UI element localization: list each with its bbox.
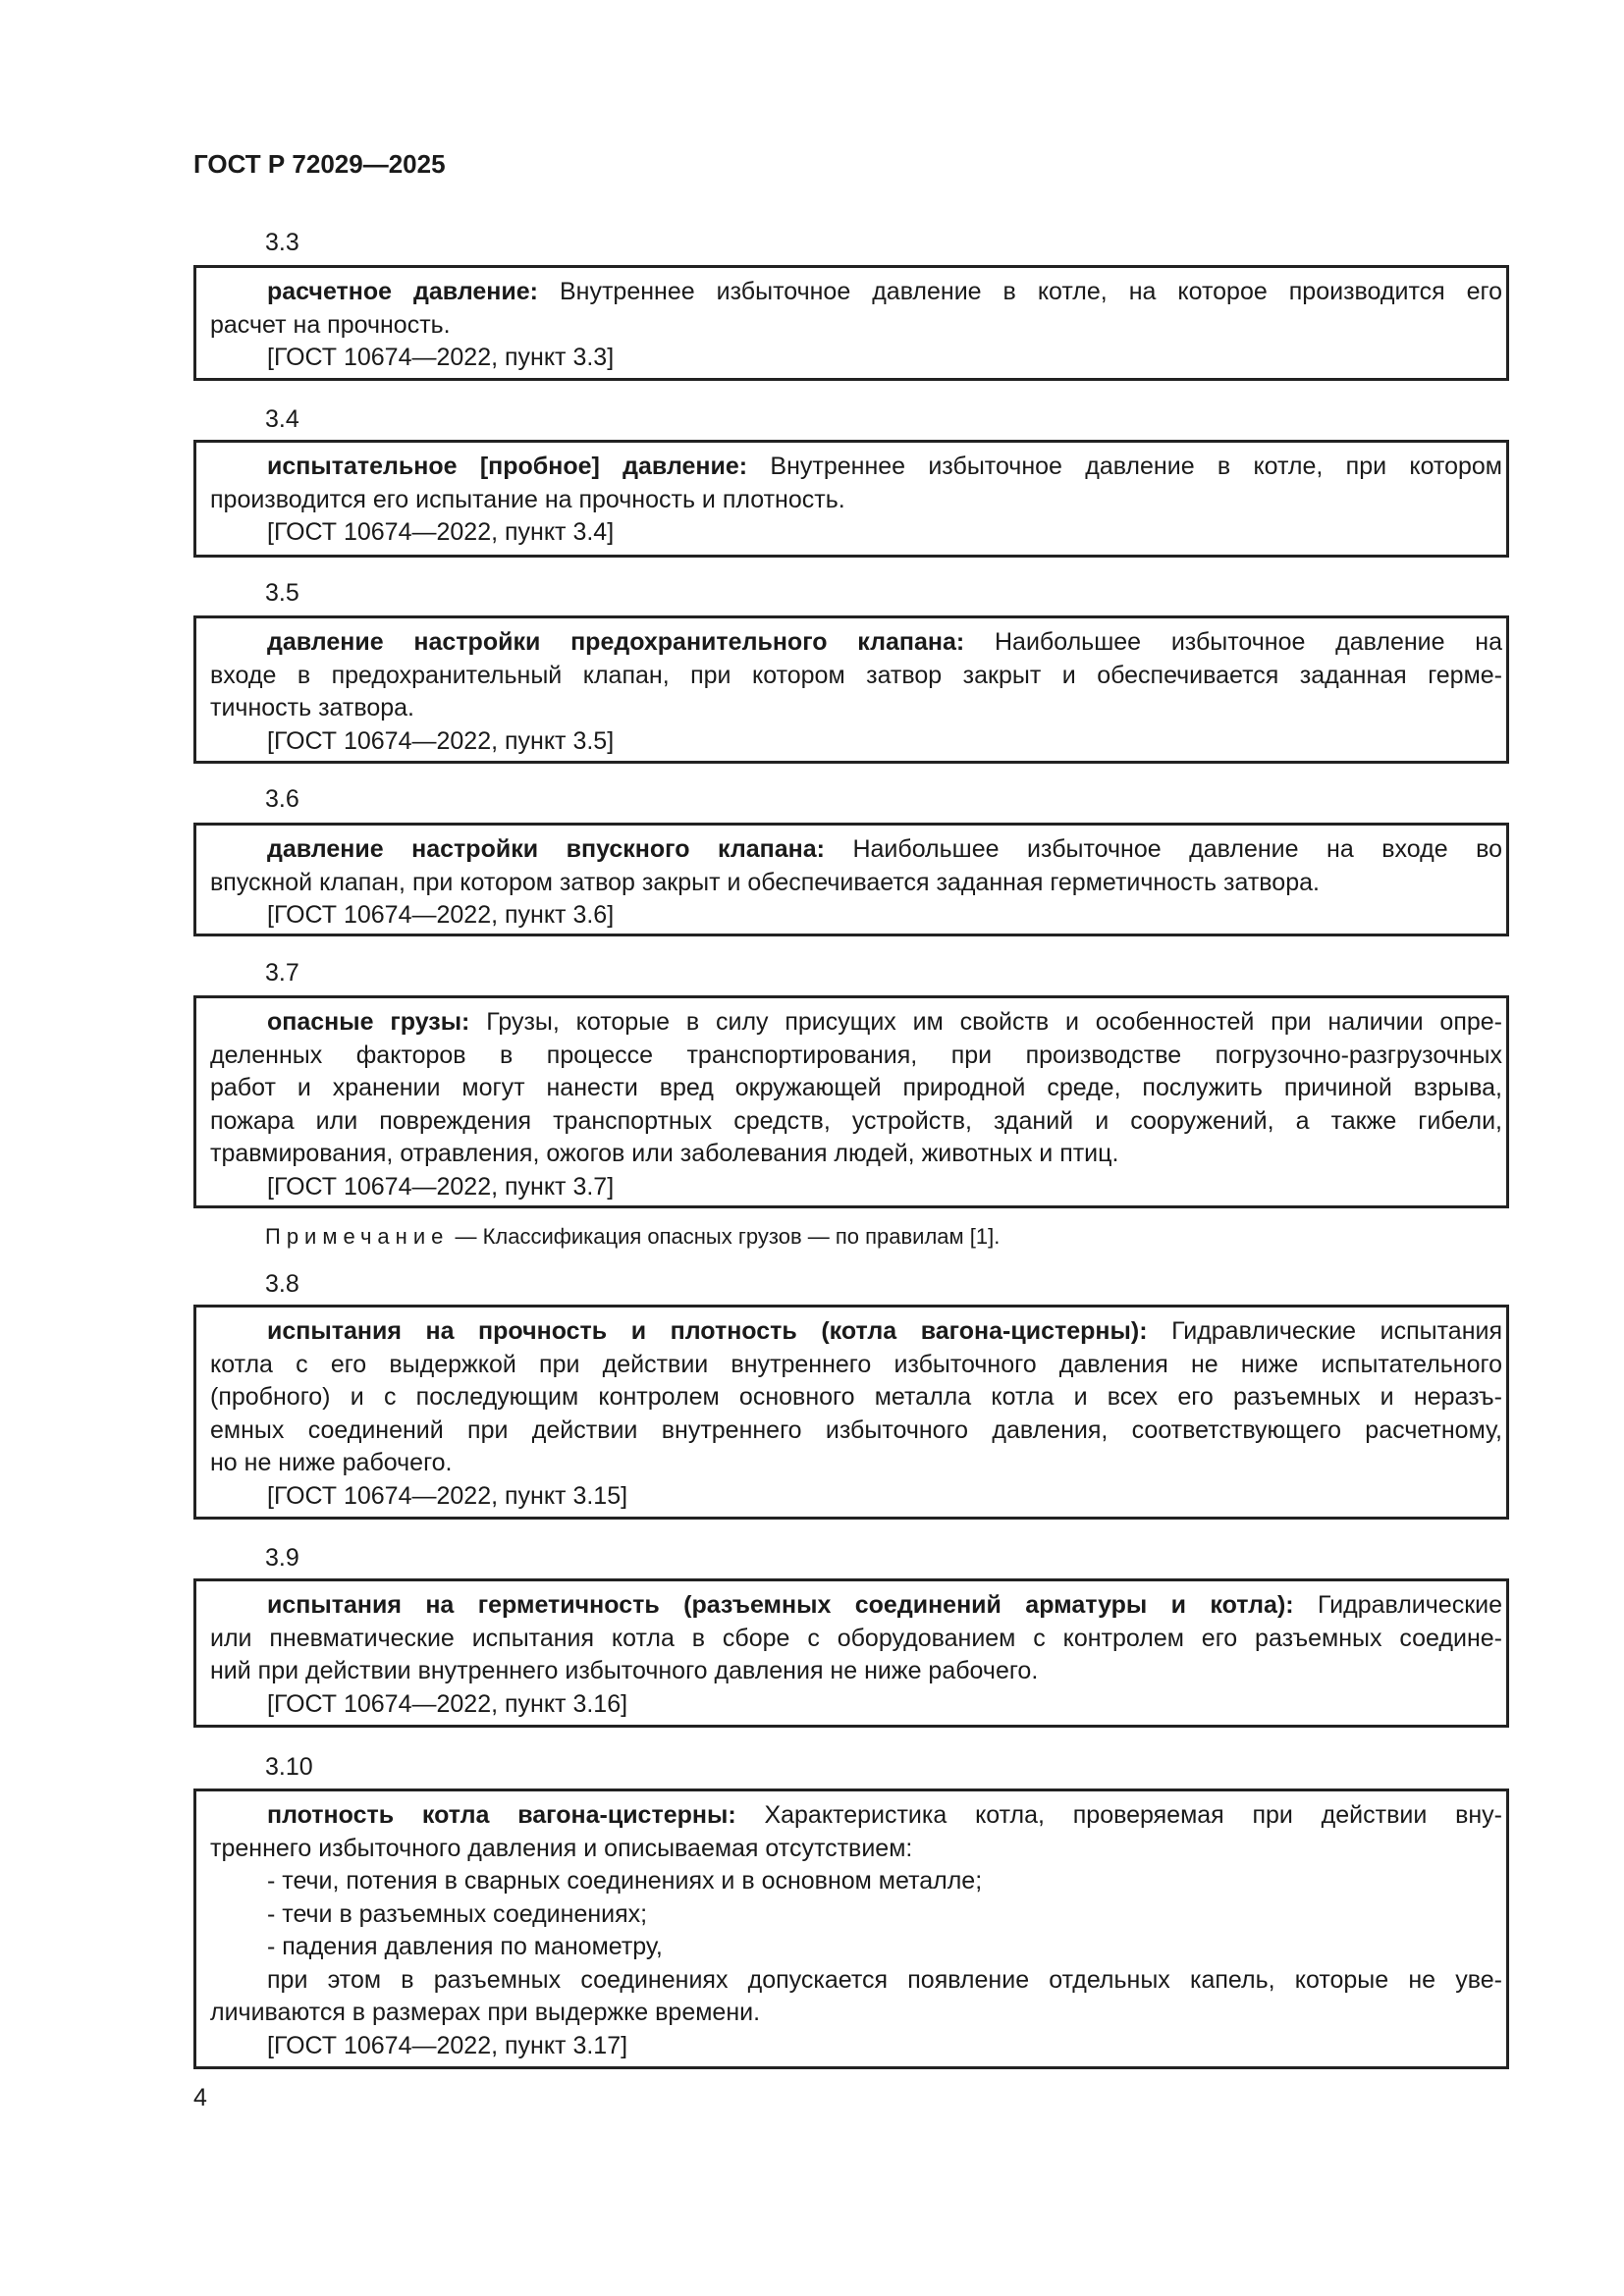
line-text: [ГОСТ 10674—2022, пункт 3.17] — [267, 2031, 628, 2059]
line-text: [ГОСТ 10674—2022, пункт 3.16] — [267, 1689, 628, 1718]
line-text: - падения давления по манометру, — [267, 1933, 663, 1960]
definition-box — [193, 265, 1509, 381]
term: давление настройки предохранительного клапана: — [267, 628, 965, 656]
term: испытательное [пробное] давление: — [267, 453, 748, 480]
line-text: впускной клапан, при котором затвор закрыт и обеспечивается заданная герметичность затвора. — [210, 868, 1320, 896]
line-text: Гидравлические — [1293, 1591, 1503, 1619]
definition-line — [210, 1138, 1502, 1171]
definition-line — [210, 276, 1502, 309]
definition-line — [210, 516, 1502, 550]
definition-line — [210, 1997, 1502, 2030]
line-text: емных соединений при действии внутреннего избыточного давления, соответствующего расчетному, — [210, 1415, 1502, 1444]
line-text: [ГОСТ 10674—2022, пункт 3.3] — [267, 344, 615, 371]
definition-box — [193, 440, 1509, 558]
definition-line — [210, 1655, 1502, 1688]
definition-line — [210, 1931, 1502, 1964]
note — [265, 1222, 1000, 1252]
definition-line — [210, 899, 1502, 933]
definition-line — [210, 1688, 1502, 1722]
line-text: Характеристика котла, проверяемая при действии вну- — [735, 1801, 1502, 1829]
line-text: Внутреннее избыточное давление в котле, на которое производится его — [538, 278, 1503, 305]
definition-line — [210, 1072, 1502, 1105]
line-text: [ГОСТ 10674—2022, пункт 3.6] — [267, 901, 615, 929]
definition-line — [210, 692, 1502, 725]
definition-line — [210, 342, 1502, 375]
definition-box — [193, 1578, 1509, 1728]
term-number: 3.5 — [265, 579, 299, 607]
definition-line — [210, 1105, 1502, 1139]
line-text: - течи, потения в сварных соединениях и в основном металле; — [267, 1867, 983, 1895]
definition-line — [210, 1623, 1502, 1656]
line-text: входе в предохранительный клапан, при котором затвор закрыт и обеспечивается заданная герме- — [210, 661, 1502, 689]
definition-line — [210, 451, 1502, 484]
definition-box — [193, 1789, 1509, 2069]
line-text: Внутреннее избыточное давление в котле, при котором — [747, 453, 1502, 480]
definition-line — [210, 1898, 1502, 1932]
line-text: (пробного) и с последующим контролем основного металла котла и всех его разъемных и неразъ- — [210, 1383, 1502, 1411]
definition-line — [210, 1415, 1502, 1448]
line-text: треннего избыточного давления и описываемая отсутствием: — [210, 1834, 913, 1862]
definition-box — [193, 1305, 1509, 1520]
definition-line — [210, 725, 1502, 759]
line-text: производится его испытание на прочность и плотность. — [210, 485, 845, 513]
line-text: ний при действии внутреннего избыточного давления не ниже рабочего. — [210, 1657, 1039, 1684]
page-number: 4 — [193, 2084, 207, 2111]
definition-box — [193, 823, 1509, 936]
term-number: 3.7 — [265, 959, 299, 987]
document-header: ГОСТ Р 72029—2025 — [193, 149, 446, 179]
definition-line — [210, 1589, 1502, 1623]
term-number: 3.3 — [265, 229, 299, 256]
definition-line — [210, 484, 1502, 517]
line-text: или пневматические испытания котла в сборе с оборудованием с контролем его разъемных соедине- — [210, 1624, 1502, 1652]
definition-line — [210, 626, 1502, 660]
definition-line — [210, 1447, 1502, 1480]
term: расчетное давление: — [267, 278, 538, 305]
line-text: Грузы, которые в силу присущих им свойств и особенностей при наличии опре- — [469, 1008, 1502, 1036]
note-text: — Классификация опасных грузов — по правилам [1]. — [449, 1224, 1001, 1249]
definition-line — [210, 1865, 1502, 1898]
definition-line — [210, 867, 1502, 900]
definition-line — [210, 1040, 1502, 1073]
definition-line — [210, 309, 1502, 343]
line-text: [ГОСТ 10674—2022, пункт 3.15] — [267, 1481, 628, 1510]
definition-line — [210, 1964, 1502, 1998]
line-text: Гидравлические испытания — [1147, 1317, 1503, 1345]
definition-line — [210, 1171, 1502, 1204]
line-text: [ГОСТ 10674—2022, пункт 3.5] — [267, 726, 615, 755]
definition-line — [210, 1315, 1502, 1349]
note-label: Примечание — [265, 1224, 450, 1249]
term-number: 3.8 — [265, 1270, 299, 1298]
line-text: пожара или повреждения транспортных средств, устройств, зданий и сооружений, а также гибели, — [210, 1106, 1502, 1135]
definition-line — [210, 833, 1502, 867]
line-text: при этом в разъемных соединениях допускается появление отдельных капель, которые не уве- — [267, 1965, 1502, 1994]
line-text: Наибольшее избыточное давление на входе во — [824, 835, 1503, 863]
definition-box — [193, 995, 1509, 1208]
term-number: 3.9 — [265, 1544, 299, 1572]
line-text: Наибольшее избыточное давление на — [964, 628, 1503, 656]
line-text: но не ниже рабочего. — [210, 1449, 453, 1476]
line-text: личиваются в размерах при выдержке времени. — [210, 1999, 761, 2026]
definition-line — [210, 660, 1502, 693]
term: испытания на прочность и плотность (котла вагона-цистерны): — [267, 1317, 1148, 1345]
definition-line — [210, 1833, 1502, 1866]
definition-line — [210, 1799, 1502, 1833]
definition-line — [210, 1006, 1502, 1040]
definition-box — [193, 615, 1509, 764]
line-text: расчет на прочность. — [210, 310, 451, 339]
line-text: [ГОСТ 10674—2022, пункт 3.4] — [267, 518, 615, 546]
line-text: котла с его выдержкой при действии внутреннего избыточного давления не ниже испытательного — [210, 1350, 1502, 1378]
definition-line — [210, 1349, 1502, 1382]
line-text: работ и хранении могут нанести вред окружающей природной среде, послужить причиной взрыва, — [210, 1074, 1502, 1101]
line-text: тичность затвора. — [210, 694, 414, 721]
term-number: 3.6 — [265, 785, 299, 813]
term: испытания на герметичность (разъемных соединений арматуры и котла): — [267, 1591, 1294, 1619]
line-text: - течи в разъемных соединениях; — [267, 1899, 648, 1928]
term-number: 3.4 — [265, 405, 299, 433]
line-text: травмирования, отравления, ожогов или заболевания людей, животных и птиц. — [210, 1140, 1119, 1167]
line-text: деленных факторов в процессе транспортирования, при производстве погрузочно-разгрузочных — [210, 1041, 1502, 1069]
definition-line — [210, 1381, 1502, 1415]
definition-line — [210, 1480, 1502, 1514]
line-text: [ГОСТ 10674—2022, пункт 3.7] — [267, 1172, 615, 1201]
term-number: 3.10 — [265, 1753, 313, 1781]
term: опасные грузы: — [267, 1008, 470, 1036]
term: давление настройки впускного клапана: — [267, 835, 825, 863]
definition-line — [210, 2030, 1502, 2063]
term: плотность котла вагона-цистерны: — [267, 1801, 736, 1829]
